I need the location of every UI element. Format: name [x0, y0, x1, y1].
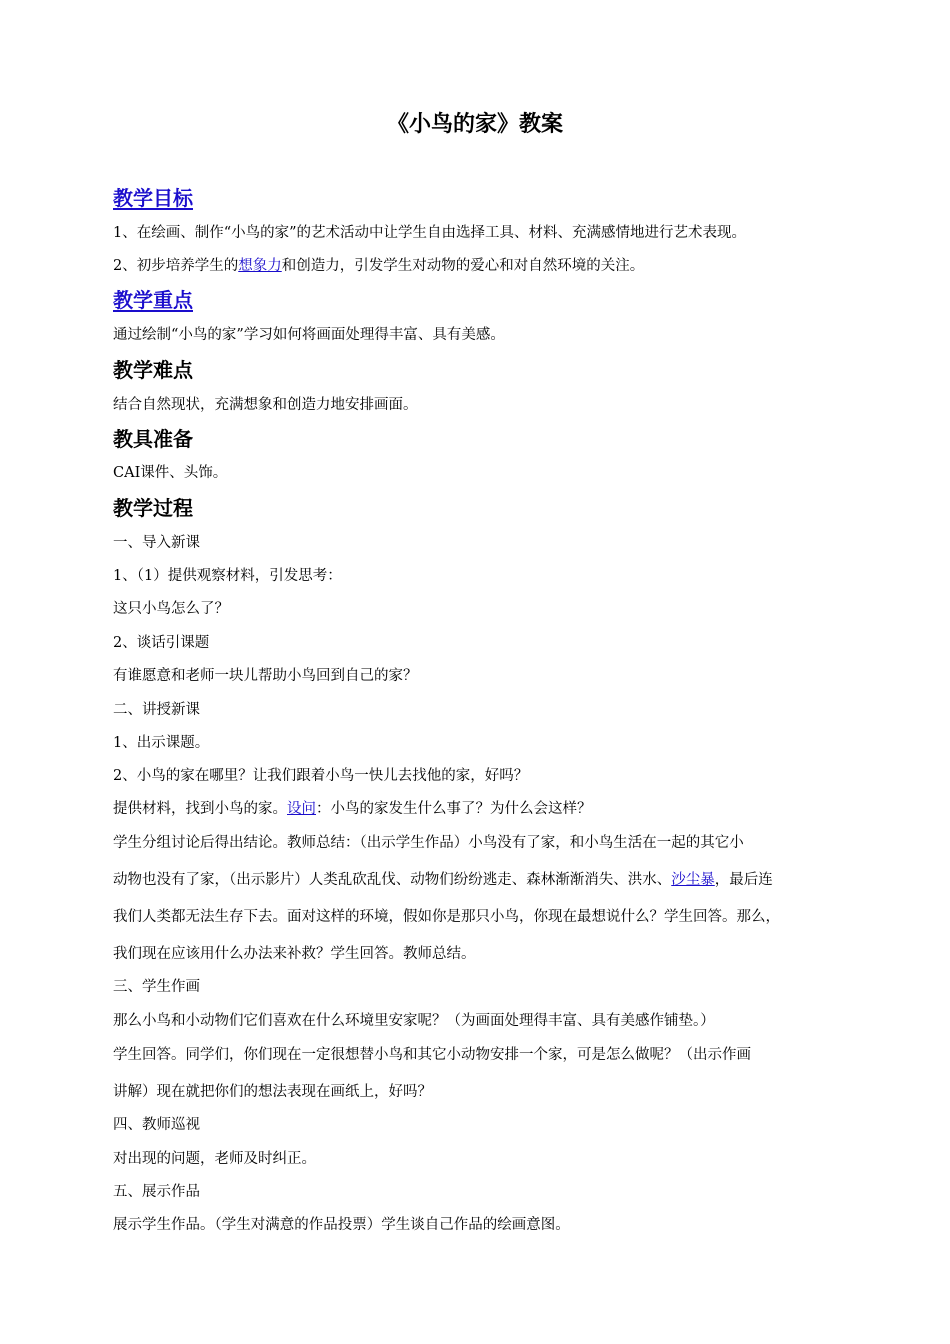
process-line-19: 对出现的问题，老师及时纠正。: [113, 1151, 316, 1167]
process-line-07: 1、出示课题。: [113, 735, 210, 751]
goals-line-2-text-a: 2、初步培养学生的: [113, 258, 239, 274]
process-line-18: 四、教师巡视: [113, 1117, 200, 1133]
materials-line-1: CAI课件、头饰。: [113, 465, 228, 481]
process-line-04: 2、谈话引课题: [113, 635, 210, 651]
process-line-09: [113, 798, 592, 820]
heading-teaching-difficulty: 教学难点: [113, 358, 193, 382]
process-line-05: 有谁愿意和老师一块儿帮助小鸟回到自己的家？: [113, 668, 418, 684]
goals-line-2-text-b: 和创造力，引发学生对动物的爱心和对自然环境的关注。: [281, 258, 645, 274]
goals-line-2: [113, 255, 644, 277]
heading-teaching-process: 教学过程: [113, 496, 193, 520]
process-line-08: 2、小鸟的家在哪里？让我们跟着小鸟一快儿去找他的家，好吗？: [113, 768, 529, 784]
process-line-11: [113, 869, 773, 891]
process-line-12: 我们人类都无法生存下去。面对这样的环境，假如你是那只小鸟，你现在最想说什么？学生回答。那么，: [113, 909, 780, 925]
goals-line-1: 1、在绘画、制作“小鸟的家”的艺术活动中让学生自由选择工具、材料、充满感情地进行艺术表现。: [113, 225, 747, 241]
process-line-03: 这只小鸟怎么了？: [113, 601, 229, 617]
process-line-02: 1、（1）提供观察材料，引发思考：: [113, 568, 342, 584]
difficulty-line-1: 结合自然现状，充满想象和创造力地安排画面。: [113, 397, 418, 413]
document-title: 《小鸟的家》教案: [386, 111, 563, 137]
link-question[interactable]: 设问: [287, 801, 316, 817]
heading-teaching-goals[interactable]: 教学目标: [113, 186, 193, 210]
process-line-06: 二、讲授新课: [113, 702, 200, 718]
process-line-15: 那么小鸟和小动物们它们喜欢在什么环境里安家呢？（为画面处理得丰富、具有美感作铺垫。）: [113, 1013, 715, 1029]
link-sandstorm[interactable]: 沙尘暴: [671, 872, 715, 888]
process-line-20: 五、展示作品: [113, 1184, 200, 1200]
focus-line-1: 通过绘制“小鸟的家”学习如何将画面处理得丰富、具有美感。: [113, 327, 505, 343]
link-imagination[interactable]: 想象力: [238, 258, 282, 274]
process-line-14: 三、学生作画: [113, 979, 200, 995]
process-line-09-text-b: ：小鸟的家发生什么事了？为什么会这样？: [316, 801, 592, 817]
heading-teaching-focus[interactable]: 教学重点: [113, 288, 193, 312]
process-line-17: 讲解）现在就把你们的想法表现在画纸上，好吗？: [113, 1084, 432, 1100]
process-line-09-text-a: 提供材料，找到小鸟的家。: [113, 801, 287, 817]
heading-materials: 教具准备: [113, 427, 193, 451]
process-line-11-text-b: ，最后连: [714, 872, 773, 888]
process-line-01: 一、导入新课: [113, 535, 200, 551]
process-line-21: 展示学生作品。（学生对满意的作品投票）学生谈自己作品的绘画意图。: [113, 1217, 570, 1233]
process-line-16: 学生回答。同学们，你们现在一定很想替小鸟和其它小动物安排一个家，可是怎么做呢？（出示作画: [113, 1047, 751, 1063]
process-line-10: 学生分组讨论后得出结论。教师总结：（出示学生作品）小鸟没有了家，和小鸟生活在一起的其它小: [113, 835, 744, 851]
process-line-13: 我们现在应该用什么办法来补救？学生回答。教师总结。: [113, 946, 476, 962]
process-line-11-text-a: 动物也没有了家，（出示影片）人类乱砍乱伐、动物们纷纷逃走、森林渐渐消失、洪水、: [113, 872, 672, 888]
